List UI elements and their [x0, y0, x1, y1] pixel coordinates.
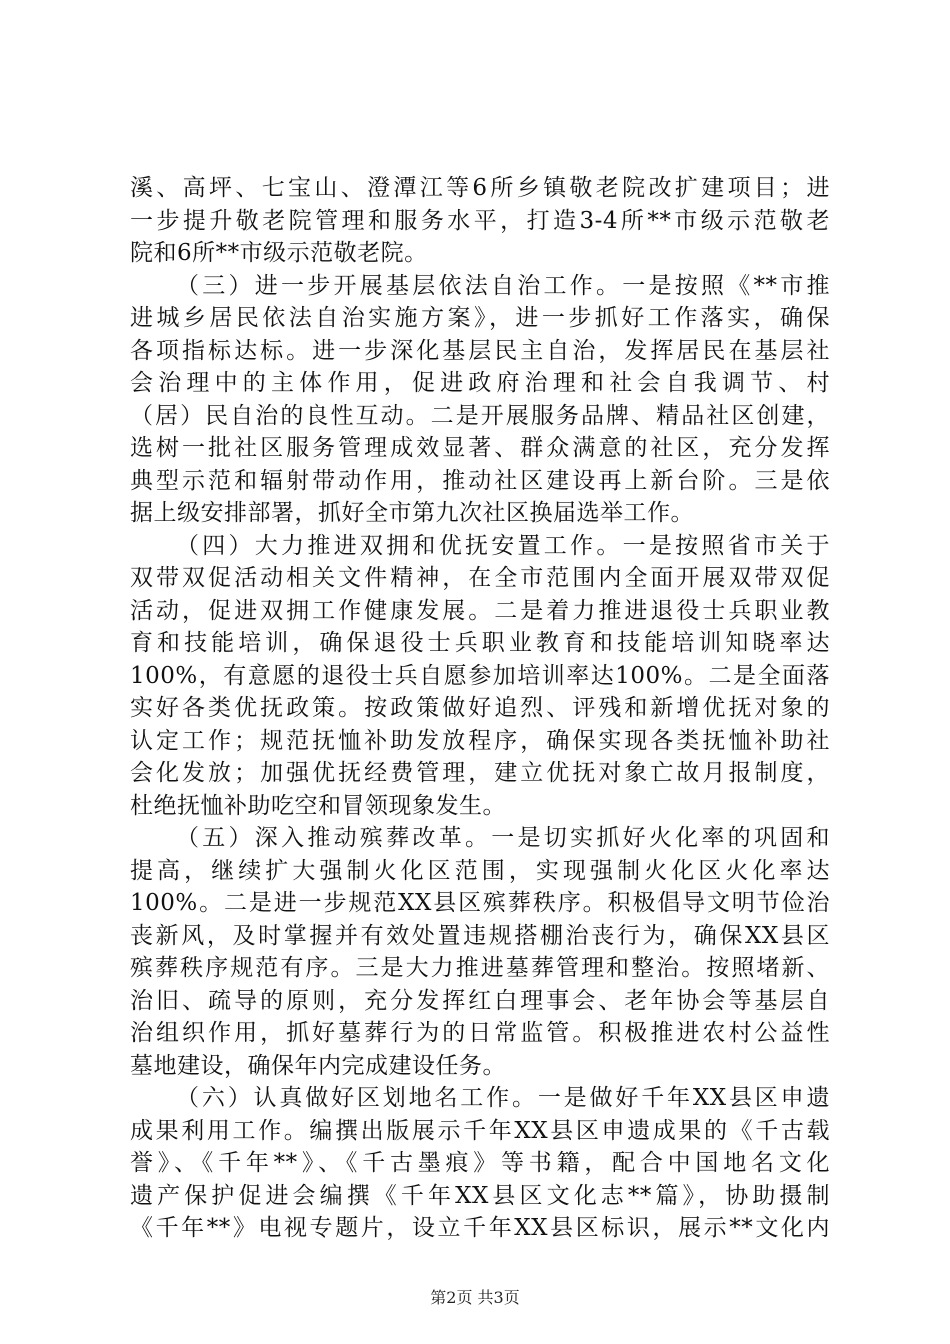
section-heading-line: （三）进一步开展基层依法自治工作。一是按照《**市推 [176, 272, 830, 299]
text-line: 溪、高坪、七宝山、澄潭江等6所乡镇敬老院改扩建项目；进 [130, 175, 830, 201]
text-line: 育和技能培训，确保退役士兵职业教育和技能培训知晓率达 [130, 630, 830, 656]
text-line: 选树一批社区服务管理成效显著、群众满意的社区，充分发挥 [130, 435, 830, 461]
page-number-footer: 第2页 共3页 [430, 1288, 520, 1307]
section-heading-line: （四）大力推进双拥和优抚安置工作。一是按照省市关于 [176, 532, 830, 559]
text-line: 殡葬秩序规范有序。三是大力推进墓葬管理和整治。按照堵新、 [130, 955, 830, 981]
text-line: 据上级安排部署，抓好全市第九次社区换届选举工作。 [130, 500, 694, 526]
text-line: 各项指标达标。进一步深化基层民主自治，发挥居民在基层社 [130, 337, 830, 364]
text-line: 誉》、《千年**》、《千古墨痕》等书籍，配合中国地名文化 [130, 1150, 830, 1176]
text-line: 会化发放；加强优抚经费管理，建立优抚对象亡故月报制度， [130, 760, 830, 786]
text-line: 成果利用工作。编撰出版展示千年XX县区申遗成果的《千古载 [130, 1117, 830, 1144]
text-line: （居）民自治的良性互动。二是开展服务品牌、精品社区创建， [130, 402, 830, 429]
section-heading-line: （六）认真做好区划地名工作。一是做好千年XX县区申遗 [176, 1085, 830, 1111]
section-heading-line: （五）深入推动殡葬改革。一是切实抓好火化率的巩固和 [176, 825, 830, 851]
text-line: 100%，有意愿的退役士兵自愿参加培训率达100%。二是全面落 [130, 662, 830, 689]
text-line: 院和6所**市级示范敬老院。 [130, 240, 428, 266]
text-line: 提高，继续扩大强制火化区范围，实现强制火化区火化率达 [130, 857, 830, 884]
text-line: 双带双促活动相关文件精神，在全市范围内全面开展双带双促 [130, 565, 830, 591]
text-line: 治旧、疏导的原则，充分发挥红白理事会、老年协会等基层自 [130, 987, 830, 1014]
text-line: 遗产保护促进会编撰《千年XX县区文化志**篇》，协助摄制 [130, 1182, 830, 1209]
text-line: 丧新风，及时掌握并有效处置违规搭棚治丧行为，确保XX县区 [130, 922, 830, 949]
text-line: 活动，促进双拥工作健康发展。二是着力推进退役士兵职业教 [130, 597, 830, 624]
text-line: 一步提升敬老院管理和服务水平，打造3-4所**市级示范敬老 [130, 207, 830, 234]
document-body [130, 172, 830, 1245]
text-line: 治组织作用，抓好墓葬行为的日常监管。积极推进农村公益性 [130, 1020, 830, 1046]
text-line: 实好各类优抚政策。按政策做好追烈、评残和新增优抚对象的 [130, 695, 830, 721]
text-line: 100%。二是进一步规范XX县区殡葬秩序。积极倡导文明节俭治 [130, 890, 830, 916]
text-line: 进城乡居民依法自治实施方案》，进一步抓好工作落实，确保 [130, 305, 830, 331]
text-line: 典型示范和辐射带动作用，推动社区建设再上新台阶。三是依 [130, 467, 830, 494]
text-line: 《千年**》电视专题片，设立千年XX县区标识，展示**文化内 [130, 1215, 830, 1241]
text-line: 会治理中的主体作用，促进政府治理和社会自我调节、村 [130, 370, 830, 396]
text-line: 墓地建设，确保年内完成建设任务。 [130, 1052, 506, 1079]
text-line: 杜绝抚恤补助吃空和冒领现象发生。 [130, 792, 506, 819]
text-line: 认定工作；规范抚恤补助发放程序，确保实现各类抚恤补助社 [130, 727, 830, 754]
